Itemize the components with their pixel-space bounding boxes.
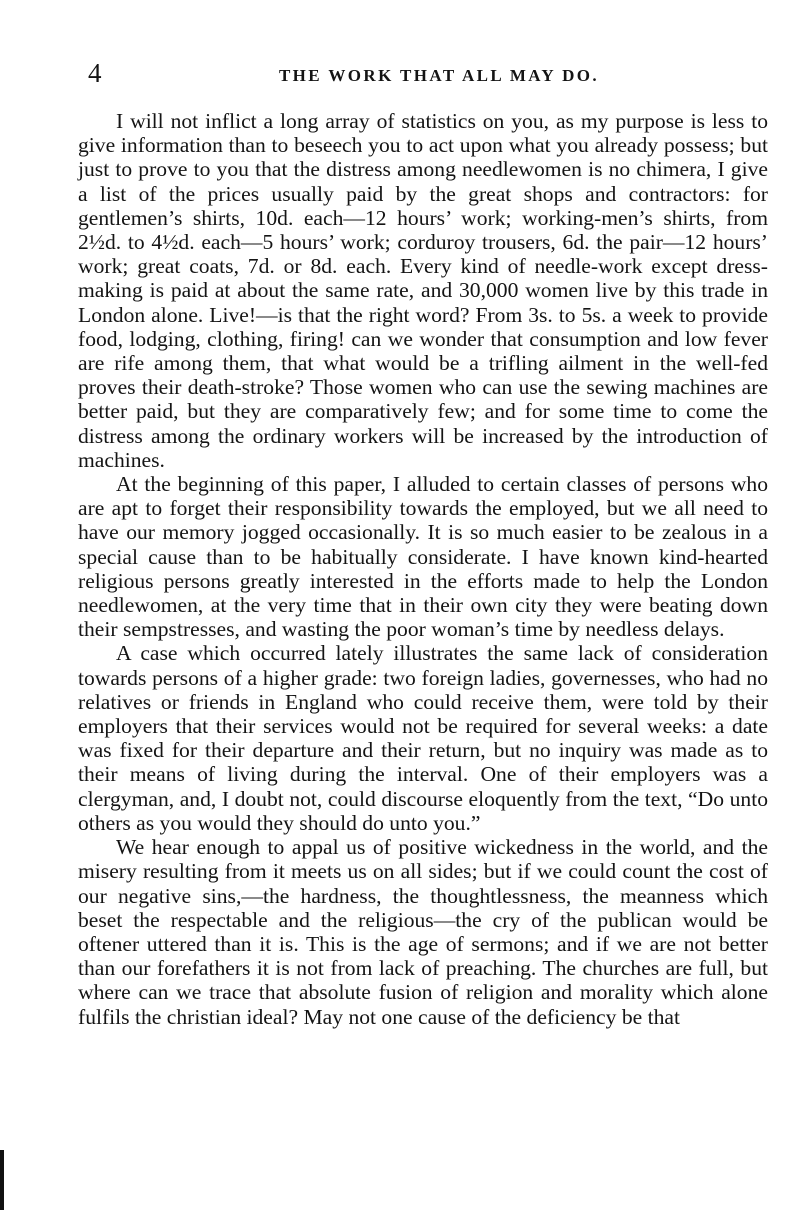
running-title: THE WORK THAT ALL MAY DO. — [278, 66, 600, 85]
body-text — [78, 109, 768, 1029]
paragraph-negative-sins: We hear enough to appal us of positive wickedness in the world, and the misery resulting from it meets us on all sides; but if we could count the cost of our negative sins,—the hardness, the thoughtlessness, the meanness which beset the respectable and the religious—the cry of the publican would be oftener uttered than it is. This is the age of sermons; and if we are not better than our forefathers it is not from lack of preaching. The churches are full, but where can we trace that absolute fusion of religion and morality which alone fulfils the christian ideal? May not one cause of the deficiency be that — [78, 835, 768, 1029]
paragraph-classes: At the beginning of this paper, I alluded to certain classes of persons who are apt to forget their responsibility towards the employed, but we all need to have our memory jogged occasionally. It is so much easier to be zealous in a special cause than to be habitually considerate. I have known kind-hearted religious persons greatly interested in the efforts made to help the London needlewomen, at the very time that in their own city they were beating down their sempstresses, and wasting the poor woman’s time by needless delays. — [78, 472, 768, 642]
page-number: 4 — [88, 58, 102, 88]
paragraph-governesses: A case which occurred lately illustrates the same lack of consideration towards persons of a higher grade: two foreign ladies, governesses, who had no relatives or friends in England who could receive them, were told by their employers that their services would not be required for several weeks: a date was fixed for their departure and their return, but no inquiry was made as to their means of living during the interval. One of their employers was a clergyman, and, I doubt not, could discourse eloquently from the text, “Do unto others as you would they should do unto you.” — [78, 641, 768, 835]
page-edge-rule — [0, 1150, 4, 1210]
running-head — [88, 58, 770, 90]
paragraph-statistics: I will not inflict a long array of statistics on you, as my purpose is less to give information than to beseech you to act upon what you already possess; but just to prove to you that the distress among needlewomen is no chimera, I give a list of the prices usually paid by the great shops and contractors: for gentlemen’s shirts, 10d. each—12 hours’ work; working-men’s shirts, from 2½d. to 4½d. each—5 hours’ work; corduroy trousers, 6d. the pair—12 hours’ work; great coats, 7d. or 8d. each. Every kind of needle-work except dress-making is paid at about the same rate, and 30,000 women live by this trade in London alone. Live!—is that the right word? From 3s. to 5s. a week to provide food, lodging, clothing, firing! can we wonder that consumption and low fever are rife among them, that what would be a trifling ailment in the well-fed proves their death-stroke? Those women who can use the sewing machines are better paid, but they are comparatively few; and for some time to come the distress among the ordinary workers will be increased by the introduction of machines. — [78, 109, 768, 472]
